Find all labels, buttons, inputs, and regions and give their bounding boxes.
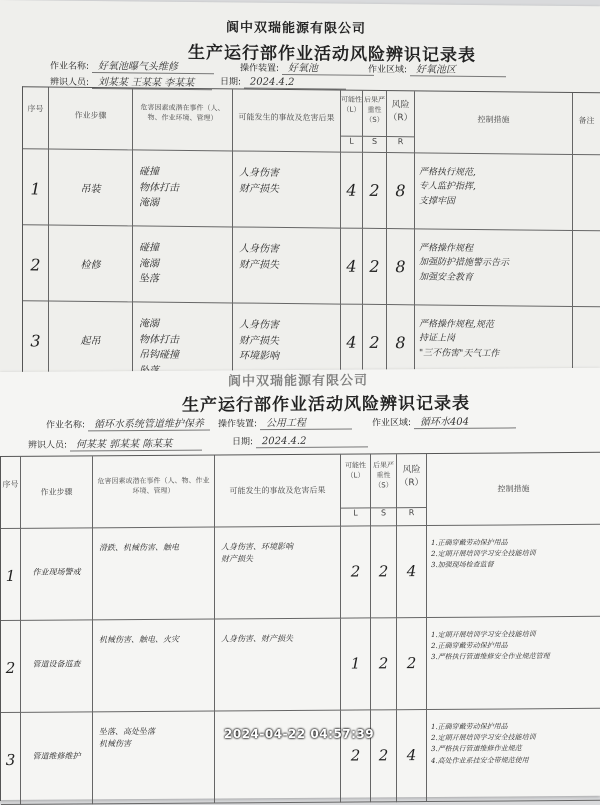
row-consequence-line: 人身伤害、财产损失 — [221, 633, 293, 644]
row-likelihood: 1 — [341, 618, 371, 710]
form-title: 生产运行部作业活动风险辨识记录表 — [188, 42, 476, 66]
header-no: 序号 — [23, 87, 49, 149]
header-S: 后果严重性（S） — [363, 91, 387, 137]
row-control — [427, 617, 600, 710]
row-hazard-line: 坠落、高处坠落 — [99, 726, 155, 737]
row-control-line: 加强安全教育 — [419, 272, 474, 283]
row-consequence — [215, 619, 341, 712]
device-field — [218, 414, 352, 431]
row-severity: 2 — [363, 229, 387, 305]
row-step: 起吊 — [49, 302, 133, 379]
header-hazard: 危害因素或潜在事件（人、物、作业环境、管理） — [133, 88, 233, 151]
device-label: 操作装置: — [218, 419, 258, 430]
row-severity: 2 — [371, 618, 397, 710]
row-consequence-line: 人身伤害 — [239, 243, 279, 255]
people-label: 辨识人员: — [50, 77, 90, 88]
row-hazard-line: 碰撞 — [139, 166, 159, 178]
row-hazard-line: 机械伤害 — [99, 739, 131, 749]
header-s-short: S — [371, 508, 397, 526]
row-risk: 4 — [397, 526, 427, 618]
header-control: 控制措施 — [415, 91, 573, 155]
people-label: 辨识人员: — [28, 440, 68, 451]
row-hazard-line: 机械伤害、触电、火灾 — [99, 634, 179, 645]
row-control — [427, 709, 600, 802]
header-consequence: 可能发生的事故及危害后果 — [215, 455, 341, 528]
row-no: 1 — [1, 529, 21, 621]
header-R: 风险（R） — [397, 454, 427, 508]
row-consequence-line: 人身伤害、环境影响 — [221, 541, 293, 552]
people-field — [28, 435, 202, 452]
job-name-label: 作业名称: — [50, 61, 90, 72]
header-remark: 备注 — [573, 93, 600, 155]
row-consequence — [233, 227, 341, 304]
row-remark — [573, 231, 600, 307]
row-consequence-line: 财产损失 — [239, 183, 279, 195]
row-risk: 4 — [397, 710, 427, 802]
header-L: 可能性（L） — [341, 91, 363, 137]
row-no: 2 — [23, 225, 49, 301]
row-consequence-line: 人身伤害 — [239, 167, 279, 179]
header-consequence: 可能发生的事故及危害后果 — [233, 89, 341, 152]
row-no: 3 — [23, 301, 49, 377]
row-severity: 2 — [363, 305, 387, 381]
row-consequence — [215, 711, 341, 804]
row-hazard-line: 物体打击 — [139, 333, 179, 346]
photo-timestamp: 2024-04-22 04:57:39 — [224, 727, 375, 741]
risk-table-2 — [0, 452, 600, 801]
header-R: 风险（R） — [387, 91, 415, 137]
row-consequence-line: 财产损失 — [221, 554, 253, 564]
job-name-label: 作业名称: — [46, 420, 86, 431]
job-name-field — [50, 57, 214, 75]
row-hazard-line: 淹溺 — [139, 318, 159, 330]
area-value: 循环水404 — [414, 412, 516, 429]
area-label: 作业区域: — [372, 418, 412, 429]
row-severity: 2 — [371, 710, 397, 802]
row-hazard — [93, 711, 215, 804]
row-hazard-line: 坠落 — [139, 273, 159, 285]
row-control-line: 2.定期开展培训学习安全技能培训 — [431, 733, 536, 743]
row-control-line: 严格执行规范, — [419, 167, 476, 178]
row-control-line: 4.高处作业系挂安全带规范使用 — [431, 755, 529, 765]
row-consequence — [233, 151, 341, 228]
row-consequence-line: 环境影响 — [239, 350, 279, 362]
date-label: 日期: — [220, 77, 242, 88]
row-control-line: 1.定期开展培训学习安全技能培训 — [431, 630, 536, 639]
area-value: 好氧池区 — [410, 60, 506, 77]
row-risk: 8 — [387, 153, 415, 229]
row-control — [427, 525, 600, 618]
row-hazard-line: 淹溺 — [139, 197, 159, 209]
row-control-line: 专人监护指挥, — [419, 181, 476, 193]
row-hazard-line: 淹溺 — [139, 257, 159, 270]
row-severity: 2 — [371, 526, 397, 618]
row-consequence-line: 财产损失 — [239, 259, 279, 271]
area-field — [368, 60, 506, 77]
form-sheet-1 — [0, 0, 600, 386]
header-s-short: S — [363, 137, 387, 153]
row-severity: 2 — [363, 153, 387, 229]
row-hazard-line: 吊钩碰撞 — [139, 349, 179, 361]
header-l-short: L — [341, 508, 371, 526]
row-control-line: 1.正确穿戴劳动保护用品 — [431, 722, 508, 731]
row-step: 检修 — [49, 226, 133, 303]
form-title: 生产运行部作业活动风险辨识记录表 — [182, 393, 470, 416]
header-L: 可能性（L） — [341, 454, 371, 508]
row-hazard — [93, 619, 215, 712]
row-control — [415, 153, 573, 231]
row-control-line: 严格操作规程 — [419, 243, 474, 254]
header-step: 作业步骤 — [49, 88, 133, 151]
row-risk: 2 — [397, 618, 427, 710]
job-name-value: 循环水系统管道维护保养 — [88, 415, 210, 432]
device-value: 公用工程 — [260, 414, 352, 431]
row-hazard-line: 物体打击 — [139, 181, 179, 194]
header-l-short: L — [341, 137, 363, 153]
row-no: 1 — [23, 149, 49, 225]
people-value: 刘某某 王某某 李某某 — [92, 73, 212, 90]
header-r-short: R — [387, 137, 415, 153]
date-field — [220, 74, 346, 89]
row-hazard — [133, 302, 233, 379]
row-hazard-line: 碰撞 — [139, 242, 159, 254]
company-name: 阆中双瑞能源有限公司 — [226, 20, 367, 37]
row-hazard — [93, 527, 215, 620]
date-label: 日期: — [232, 437, 254, 448]
row-control-line: 支撑牢固 — [419, 196, 456, 207]
job-name-value: 好氧池曝气头维修 — [92, 57, 214, 74]
area-field — [372, 412, 516, 429]
row-control-line: 2.正确穿戴劳动保护用品 — [431, 641, 508, 651]
row-control-line: 2.定期开展培训学习安全技能培训 — [431, 549, 536, 559]
row-risk: 8 — [387, 229, 415, 305]
row-likelihood: 4 — [341, 305, 363, 381]
row-no: 2 — [1, 621, 21, 713]
date-value: 2024.4.2 — [256, 435, 368, 448]
date-field — [232, 433, 368, 448]
row-step: 吊装 — [49, 150, 133, 227]
people-value: 何某某 郭某某 陈某某 — [70, 435, 202, 452]
row-control — [415, 229, 573, 307]
header-step: 作业步骤 — [21, 456, 93, 529]
header-hazard: 危害因素或潜在事件（人、物、作业环境、管理） — [93, 455, 215, 528]
row-control-line: 3.加强现场检查监督 — [431, 560, 494, 570]
header-S: 后果严重性（S） — [371, 454, 397, 508]
row-likelihood: 2 — [341, 710, 371, 802]
row-control-line: 3.严格执行管道维修作业规范 — [431, 744, 522, 754]
row-control-line: "三不伤害"天气工作 — [419, 348, 500, 360]
row-remark — [573, 155, 600, 231]
row-hazard — [133, 150, 233, 227]
row-consequence-line: 财产损失 — [239, 335, 279, 347]
row-risk: 8 — [387, 305, 415, 381]
header-control: 控制措施 — [427, 453, 600, 526]
job-name-field — [46, 415, 210, 432]
row-likelihood: 4 — [341, 153, 363, 229]
row-control-line: 1.正确穿戴劳动保护用品 — [431, 538, 508, 547]
row-consequence — [215, 527, 341, 620]
device-field — [240, 59, 374, 76]
device-value: 好氧池 — [282, 59, 374, 76]
row-control-line: 加强防护措施警示告示 — [419, 257, 510, 269]
row-likelihood: 4 — [341, 229, 363, 305]
row-no: 3 — [1, 713, 21, 805]
row-control-line: 严格操作规程,规范 — [419, 319, 494, 331]
date-value: 2024.4.2 — [244, 77, 346, 90]
row-step: 管道维修维护 — [21, 712, 93, 805]
row-consequence-line: 人身伤害 — [239, 319, 279, 331]
row-control-line: 3.严格执行管道维修安全作业规范管理 — [431, 652, 550, 662]
header-no: 序号 — [1, 457, 21, 529]
row-likelihood: 2 — [341, 526, 371, 618]
device-label: 操作装置: — [240, 63, 280, 74]
row-hazard — [133, 226, 233, 303]
area-label: 作业区域: — [368, 64, 408, 76]
row-step: 管道设备巡查 — [21, 620, 93, 713]
row-control-line: 持证上岗 — [419, 333, 456, 345]
row-step: 作业现场警戒 — [21, 528, 93, 621]
company-name: 阆中双瑞能源有限公司 — [228, 373, 369, 390]
risk-table-1 — [22, 86, 600, 385]
row-hazard-line: 滑跌、机械伤害、触电 — [99, 542, 179, 553]
header-r-short: R — [397, 508, 427, 526]
